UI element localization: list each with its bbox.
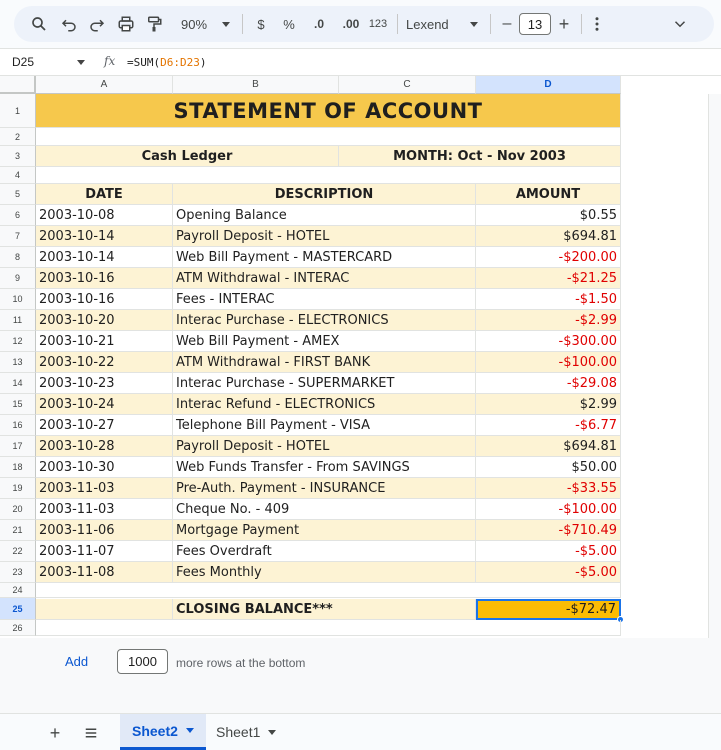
amount-cell[interactable]: -$100.00 [476, 499, 621, 520]
date-cell[interactable]: 2003-10-27 [36, 415, 173, 436]
date-cell[interactable]: 2003-10-28 [36, 436, 173, 457]
rows-count-input[interactable]: 1000 [117, 649, 168, 674]
currency-format-button[interactable]: $ [257, 16, 265, 32]
row-header[interactable]: 14 [0, 373, 36, 394]
spreadsheet-grid[interactable] [0, 76, 721, 638]
amount-cell[interactable]: $2.99 [476, 394, 621, 415]
amount-cell[interactable]: $694.81 [476, 436, 621, 457]
row-header[interactable]: 11 [0, 310, 36, 331]
add-sheet-icon[interactable]: + [49, 722, 61, 743]
toolbar-divider [242, 14, 243, 34]
statement-title[interactable]: STATEMENT OF ACCOUNT [36, 94, 621, 128]
name-box[interactable]: D25 [12, 55, 35, 69]
date-cell[interactable]: 2003-10-16 [36, 289, 173, 310]
description-cell[interactable]: Fees - INTERAC [173, 289, 476, 310]
formula-bar [0, 48, 721, 76]
amount-cell[interactable]: -$710.49 [476, 520, 621, 541]
row-header[interactable]: 23 [0, 562, 36, 583]
decrease-decimal-button[interactable]: .0 [313, 17, 324, 31]
date-cell[interactable]: 2003-11-06 [36, 520, 173, 541]
amount-header[interactable]: AMOUNT [476, 184, 621, 205]
description-cell[interactable]: Interac Refund - ELECTRONICS [173, 394, 476, 415]
empty-row-cell[interactable] [36, 583, 621, 598]
all-sheets-menu-icon[interactable] [80, 722, 102, 744]
description-cell[interactable]: Telephone Bill Payment - VISA [173, 415, 476, 436]
row-header[interactable]: 10 [0, 289, 36, 310]
column-header-d[interactable]: D [476, 76, 621, 94]
tab-sheet2[interactable]: Sheet2 [120, 714, 206, 750]
description-cell[interactable]: Payroll Deposit - HOTEL [173, 436, 476, 457]
description-cell[interactable]: Interac Purchase - ELECTRONICS [173, 310, 476, 331]
description-cell[interactable]: Cheque No. - 409 [173, 499, 476, 520]
add-rows-area [0, 638, 721, 713]
fx-icon: fx [104, 54, 116, 68]
amount-cell[interactable]: -$6.77 [476, 415, 621, 436]
row-header[interactable]: 26 [0, 620, 36, 636]
more-rows-text: more rows at the bottom [176, 656, 306, 670]
row-header[interactable]: 4 [0, 167, 36, 184]
undo-icon[interactable] [58, 6, 80, 42]
description-header[interactable]: DESCRIPTION [173, 184, 476, 205]
zoom-value: 90% [180, 16, 208, 32]
row-header[interactable]: 1 [0, 94, 36, 128]
date-cell[interactable]: 2003-11-07 [36, 541, 173, 562]
row-header[interactable]: 2 [0, 128, 36, 146]
column-header-b[interactable]: B [173, 76, 339, 94]
row-header[interactable]: 12 [0, 331, 36, 352]
chevron-down-icon[interactable] [218, 6, 234, 42]
row-header[interactable]: 7 [0, 226, 36, 247]
closing-balance-label[interactable]: CLOSING BALANCE*** [173, 599, 476, 620]
chevron-down-icon [186, 728, 194, 733]
date-cell[interactable]: 2003-10-08 [36, 205, 173, 226]
row-header[interactable]: 25 [0, 598, 36, 620]
date-header[interactable]: DATE [36, 184, 173, 205]
add-rows-button[interactable]: Add [65, 654, 89, 669]
amount-cell[interactable]: -$2.99 [476, 310, 621, 331]
empty-row-cell[interactable] [36, 620, 621, 636]
empty-row-cell[interactable] [36, 167, 621, 184]
description-cell[interactable]: Payroll Deposit - HOTEL [173, 226, 476, 247]
row-header[interactable]: 8 [0, 247, 36, 268]
row-header[interactable]: 19 [0, 478, 36, 499]
description-cell[interactable]: ATM Withdrawal - INTERAC [173, 268, 476, 289]
date-cell[interactable]: 2003-11-03 [36, 478, 173, 499]
chevron-down-icon[interactable] [670, 6, 690, 42]
date-cell[interactable]: 2003-11-03 [36, 499, 173, 520]
row-header[interactable]: 20 [0, 499, 36, 520]
amount-cell[interactable]: -$300.00 [476, 331, 621, 352]
date-cell[interactable]: 2003-10-14 [36, 247, 173, 268]
amount-cell[interactable]: -$100.00 [476, 352, 621, 373]
amount-cell[interactable]: -$33.55 [476, 478, 621, 499]
tab-sheet1[interactable]: Sheet1 [204, 714, 288, 750]
row-header[interactable]: 6 [0, 205, 36, 226]
row-header[interactable]: 24 [0, 583, 36, 598]
row-header[interactable]: 15 [0, 394, 36, 415]
sheet-tabs-bar [0, 713, 721, 750]
font-size-input[interactable]: 13 [519, 13, 551, 35]
print-icon[interactable] [115, 6, 137, 42]
closing-empty-cell[interactable] [36, 599, 173, 620]
description-cell[interactable]: Web Bill Payment - MASTERCARD [173, 247, 476, 268]
more-vert-icon[interactable] [588, 6, 606, 42]
date-cell[interactable]: 2003-10-23 [36, 373, 173, 394]
row-header[interactable]: 18 [0, 457, 36, 478]
row-header[interactable]: 21 [0, 520, 36, 541]
empty-row-cell[interactable] [36, 128, 621, 146]
description-cell[interactable]: Interac Purchase - SUPERMARKET [173, 373, 476, 394]
row-header[interactable]: 17 [0, 436, 36, 457]
number-format-button[interactable]: 123 [368, 18, 388, 30]
vertical-scrollbar[interactable] [708, 94, 721, 714]
description-cell[interactable]: Mortgage Payment [173, 520, 476, 541]
amount-cell[interactable]: $694.81 [476, 226, 621, 247]
description-cell[interactable]: ATM Withdrawal - FIRST BANK [173, 352, 476, 373]
paint-format-icon[interactable] [143, 6, 165, 42]
date-cell[interactable]: 2003-10-14 [36, 226, 173, 247]
toolbar-divider [397, 14, 398, 34]
month-label[interactable]: MONTH: Oct - Nov 2003 [339, 146, 621, 167]
row-header[interactable]: 22 [0, 541, 36, 562]
date-cell[interactable]: 2003-10-20 [36, 310, 173, 331]
amount-cell[interactable]: $50.00 [476, 457, 621, 478]
amount-cell[interactable]: -$200.00 [476, 247, 621, 268]
description-cell[interactable]: Web Funds Transfer - From SAVINGS [173, 457, 476, 478]
column-header-a[interactable]: A [36, 76, 173, 94]
column-header-c[interactable]: C [339, 76, 476, 94]
chevron-down-icon[interactable] [466, 6, 482, 42]
row-header[interactable]: 16 [0, 415, 36, 436]
closing-balance-amount[interactable]: -$72.47 [476, 599, 621, 620]
formula-input[interactable]: =SUM(D6:D23) [127, 56, 207, 69]
amount-cell[interactable]: -$29.08 [476, 373, 621, 394]
description-cell[interactable]: Opening Balance [173, 205, 476, 226]
row-header[interactable]: 13 [0, 352, 36, 373]
decrease-font-size-button[interactable]: – [502, 15, 512, 32]
redo-icon[interactable] [86, 6, 108, 42]
date-cell[interactable]: 2003-10-24 [36, 394, 173, 415]
amount-cell[interactable]: -$21.25 [476, 268, 621, 289]
increase-font-size-button[interactable]: + [558, 13, 570, 34]
row-header[interactable]: 5 [0, 184, 36, 205]
row-header[interactable]: 9 [0, 268, 36, 289]
description-cell[interactable]: Web Bill Payment - AMEX [173, 331, 476, 352]
date-cell[interactable]: 2003-11-08 [36, 562, 173, 583]
description-cell[interactable]: Fees Monthly [173, 562, 476, 583]
toolbar [0, 0, 721, 48]
font-family-select[interactable]: Lexend [406, 16, 449, 32]
row-header[interactable]: 3 [0, 146, 36, 167]
search-icon[interactable] [28, 6, 50, 42]
percent-format-button[interactable]: % [283, 16, 295, 32]
select-all-corner[interactable] [0, 76, 36, 94]
ledger-label[interactable]: Cash Ledger [36, 146, 339, 167]
amount-cell[interactable]: -$5.00 [476, 562, 621, 583]
date-cell[interactable]: 2003-10-16 [36, 268, 173, 289]
description-cell[interactable]: Pre-Auth. Payment - INSURANCE [173, 478, 476, 499]
date-cell[interactable]: 2003-10-21 [36, 331, 173, 352]
toolbar-divider [490, 14, 491, 34]
chevron-down-icon [268, 730, 276, 735]
description-cell[interactable]: Fees Overdraft [173, 541, 476, 562]
date-cell[interactable]: 2003-10-22 [36, 352, 173, 373]
zoom-select[interactable] [174, 6, 214, 42]
amount-cell[interactable]: $0.55 [476, 205, 621, 226]
increase-decimal-button[interactable]: .00 [342, 17, 360, 31]
chevron-down-icon[interactable] [77, 60, 85, 65]
toolbar-divider [581, 14, 582, 34]
date-cell[interactable]: 2003-10-30 [36, 457, 173, 478]
amount-cell[interactable]: -$5.00 [476, 541, 621, 562]
amount-cell[interactable]: -$1.50 [476, 289, 621, 310]
